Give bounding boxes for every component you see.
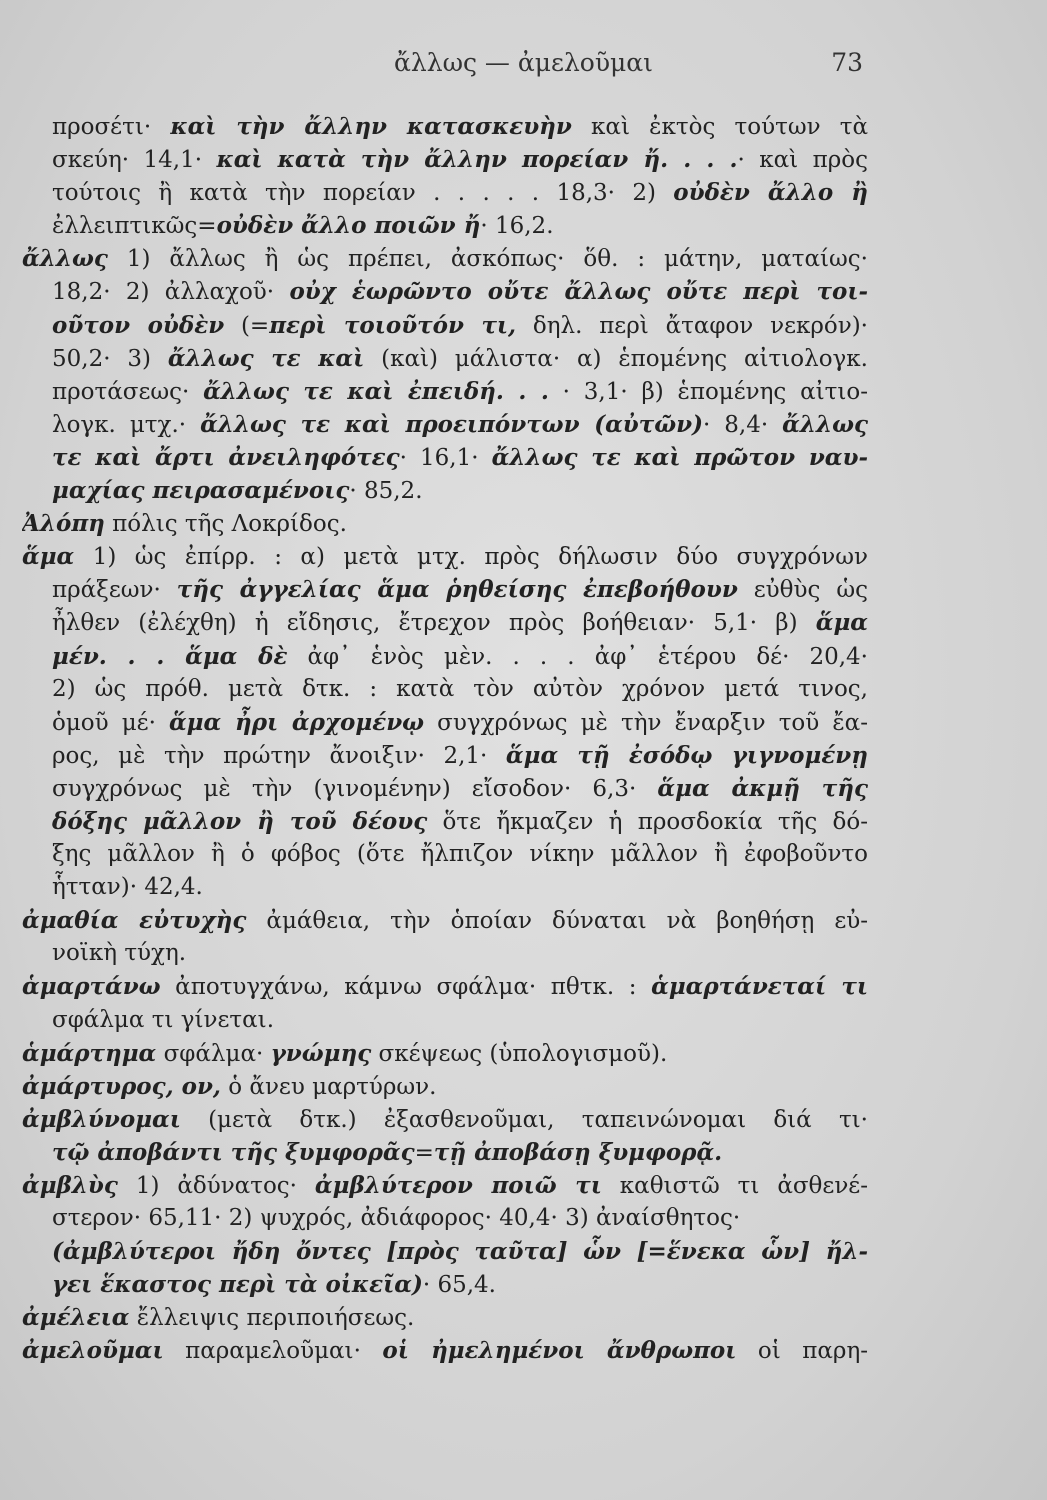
text-line [22,1169,868,1202]
greek-lemma: ἀμελοῦμαι [22,1337,164,1365]
gloss-text: · καὶ πρὸς [737,147,868,174]
gloss-text: 18,2· 2) ἀλλαχοῦ· [52,279,290,306]
text-line [22,375,868,408]
greek-lemma: περὶ τοιοῦτόν τι, [269,311,517,339]
gloss-text: ἀποτυγχάνω, κάμνω σφάλμα· πθτκ. : [160,974,652,1001]
text-line [22,573,868,606]
text-line [22,408,868,441]
gloss-text: σφάλμα τι γίνεται. [52,1006,275,1033]
greek-lemma: τῷ ἀποβάντι τῆς ξυμφορᾶς [52,1138,415,1166]
greek-lemma: γει ἕκαστος περὶ τὰ οἰκεῖα) [52,1271,423,1299]
text-line [22,739,868,772]
greek-lemma: οὐχ ἑωρῶντο οὔτε ἄλλως οὔτε περὶ τοι- [289,278,868,306]
gloss-text: 1) ἀδύνατος· [117,1173,315,1199]
gloss-text: καθιστῶ τι ἀσθενέ- [601,1173,868,1199]
gloss-text: (καὶ) μάλιστα· α) ἑπομένης αἰτιολογκ. [364,345,868,372]
greek-lemma: μέν. . . ἅμα δὲ [52,642,288,670]
running-head: ἄλλως — ἀμελοῦμαι [394,48,653,77]
greek-lemma: τῆς ἀγγελίας ἅμα ῥηθείσης ἐπεβοήθουν [176,576,738,604]
gloss-text: εὐθὺς ὡς [737,577,868,604]
greek-lemma: ἄλλως τε καὶ προειπόντων (αὐτῶν) [200,410,703,438]
text-line [22,706,868,739]
gloss-text: ξης μᾶλλον ἢ ὁ φόβος (ὅτε ἤλπιζον νίκην μᾶλλον ἢ ἐφοβοῦντο [52,841,868,868]
greek-lemma: οἱ ἠμελημένοι ἄνθρωποι [382,1337,737,1365]
page-number: 73 [831,48,863,77]
greek-lemma: ἄλλως τε καὶ πρῶτον ναυ- [491,443,868,471]
gloss-text: ὁμοῦ μέ· [52,709,169,736]
text-line [22,1070,868,1103]
greek-lemma: ἅμα [815,609,868,637]
gloss-text: προσέτι· [52,114,171,140]
text-line [22,673,868,706]
gloss-text: σκέψεως (ὑπολογισμοῦ). [371,1040,668,1067]
greek-lemma: ἅμα ἦρι ἀρχομένῳ [168,708,425,736]
greek-lemma: ἀμβλύνομαι [22,1105,181,1133]
text-line [22,1268,868,1301]
greek-lemma: γνώμης [270,1039,372,1067]
gloss-text: · 85,2. [349,478,423,505]
gloss-text: καὶ ἐκτὸς τούτων τὰ [571,114,868,140]
gloss-text: πόλις τῆς Λοκρίδος. [104,511,347,538]
greek-lemma: ἅμα τῇ ἐσόδῳ γιγνομένῃ [505,741,868,769]
text-line [22,1103,868,1136]
gloss-text: ἔλλειψις περιποιήσεως. [129,1305,415,1332]
text-line [22,209,868,242]
greek-lemma: ἀμαθία εὐτυχὴς [22,907,247,935]
greek-lemma: ἄλλως τε καὶ [167,344,365,372]
gloss-text: · 8,4· [702,411,783,438]
gloss-text: προτάσεως· [52,378,204,405]
gloss-text: σκεύη· 14,1· [52,147,217,174]
text-line [22,1334,868,1367]
gloss-text: (= [224,312,270,339]
greek-lemma: Ἀλόπη [22,510,105,538]
greek-lemma: ἁμάρτημα [22,1039,157,1067]
text-line [22,1004,868,1037]
text-line [22,540,868,573]
greek-lemma: ἄλλως τε καὶ ἐπειδή. . . [203,377,549,405]
gloss-text: δηλ. περὶ ἄταφον νεκρόν)· [516,312,868,339]
greek-lemma: ἁμαρτάνω [22,973,161,1001]
gloss-text: στερον· 65,11· 2) ψυχρός, ἀδιάφορος· 40,4· 3) ἀναίσθητος· [52,1205,741,1232]
text-line [22,275,868,308]
gloss-text: τούτοις ἢ κατὰ τὴν πορείαν . . . . . 18,3· 2) [52,180,674,207]
gloss-text: οἱ παρη- [736,1338,868,1365]
text-line [22,1235,868,1268]
gloss-text: πράξεων· [52,577,177,604]
greek-lemma: καὶ κατὰ τὴν ἄλλην πορείαν ἤ. . . . [216,146,738,174]
greek-lemma: ἅμα ἀκμῇ τῆς [657,774,868,802]
text-line [22,507,868,540]
gloss-text: ὅτε ἤκμαζεν ἡ προσδοκία τῆς δό- [427,808,868,835]
greek-lemma: ἄλλως [22,245,108,273]
greek-lemma: (ἀμβλύτεροι ἤδη ὄντες [πρὸς ταῦτα] ὧν [=ἕνεκα ὧν] ἤλ- [52,1238,868,1266]
text-line [22,1136,868,1169]
gloss-text: ὁ ἄνευ μαρτύρων. [220,1073,437,1100]
text-line [22,110,868,143]
greek-lemma: ἄλλως [782,410,868,438]
gloss-text: · 16,2. [480,213,554,240]
greek-lemma: δόξης μᾶλλον ἢ τοῦ δέους [52,807,428,835]
text-line [22,805,868,838]
text-line [22,937,868,970]
gloss-text: 1) ὡς ἐπίρρ. : α) μετὰ μτχ. πρὸς δήλωσιν δύο συγχρόνων [74,544,868,571]
gloss-text: (μετὰ δτκ.) ἐξασθενοῦμαι, ταπεινώνομαι διά τι· [180,1106,868,1133]
greek-lemma: ἅμα [22,543,75,571]
gloss-text: ἀμάθεια, τὴν ὁποίαν δύναται νὰ βοηθήσῃ εὐ- [246,908,868,935]
gloss-text: ρος, μὲ τὴν πρώτην ἄνοιξιν· 2,1· [52,742,506,769]
gloss-text: λογκ. μτχ.· [52,411,201,438]
text-line [22,1301,868,1334]
gloss-text: ἧτταν)· 42,4. [52,874,203,901]
greek-lemma: τῇ ἀποβάσῃ ξυμφορᾷ. [433,1138,723,1166]
text-line [22,143,868,176]
gloss-text: συγχρόνως μὲ τὴν (γινομένην) εἴσοδον· 6,3· [52,775,658,802]
greek-lemma: ἀμβλὺς [22,1172,118,1199]
gloss-text: ἐλλειπτικῶς= [52,213,217,240]
greek-lemma: καὶ τὴν ἄλλην κατασκευὴν [170,113,572,140]
greek-lemma: οὐδὲν ἄλλο ἢ [673,179,868,207]
text-line [22,904,868,937]
gloss-text: σφάλμα· [156,1040,271,1067]
text-line [22,772,868,805]
text-line [22,1202,868,1235]
greek-lemma: ἀμέλεια [22,1304,130,1332]
text-line [22,838,868,871]
gloss-text: · 65,4. [422,1272,496,1299]
gloss-text: 50,2· 3) [52,345,168,372]
gloss-text: 2) ὡς πρόθ. μετὰ δτκ. : κατὰ τὸν αὐτὸν χρόνον μετά τινος, [52,675,868,702]
gloss-text: ἀφ᾽ ἑνὸς μὲν. . . . ἀφ᾽ ἑτέρου δέ· 20,4· [287,643,868,670]
greek-lemma: τε καὶ ἄρτι ἀνειληφότες [52,443,400,471]
dictionary-entries [22,110,868,1368]
gloss-text: 1) ἄλλως ἢ ὡς πρέπει, ἀσκόπως· ὅθ. : μάτην, ματαίως· [107,246,868,273]
text-line [22,640,868,673]
text-line [22,970,868,1003]
gloss-text: παραμελοῦμαι· [163,1338,383,1365]
gloss-text: = [414,1139,434,1166]
text-line [22,176,868,209]
page-header [0,48,1047,82]
gloss-text: νοϊκὴ τύχη. [52,940,187,967]
text-line [22,474,868,507]
greek-lemma: οὐδὲν ἄλλο ποιῶν ἤ [216,212,481,240]
greek-lemma: ἀμάρτυρος, ον, [22,1072,221,1100]
greek-lemma: ἀμβλύτερον ποιῶ τι [314,1172,602,1199]
greek-lemma: μαχίας πειρασαμένοις [52,477,350,505]
gloss-text: συγχρόνως μὲ τὴν ἔναρξιν τοῦ ἔα- [424,709,868,736]
text-line [22,242,868,275]
text-line [22,342,868,375]
greek-lemma: ἁμαρτάνεταί τι [651,973,868,1001]
text-line [22,871,868,904]
text-line [22,441,868,474]
text-line [22,606,868,639]
gloss-text: · 3,1· β) ἑπομένης αἰτιο- [548,378,868,405]
text-line [22,309,868,342]
gloss-text: · 16,1· [399,444,492,471]
greek-lemma: οῦτον οὐδὲν [52,311,225,339]
gloss-text: ἦλθεν (ἐλέχθη) ἡ εἴδησις, ἔτρεχον πρὸς βοήθειαν· 5,1· β) [52,610,816,637]
text-line [22,1037,868,1070]
